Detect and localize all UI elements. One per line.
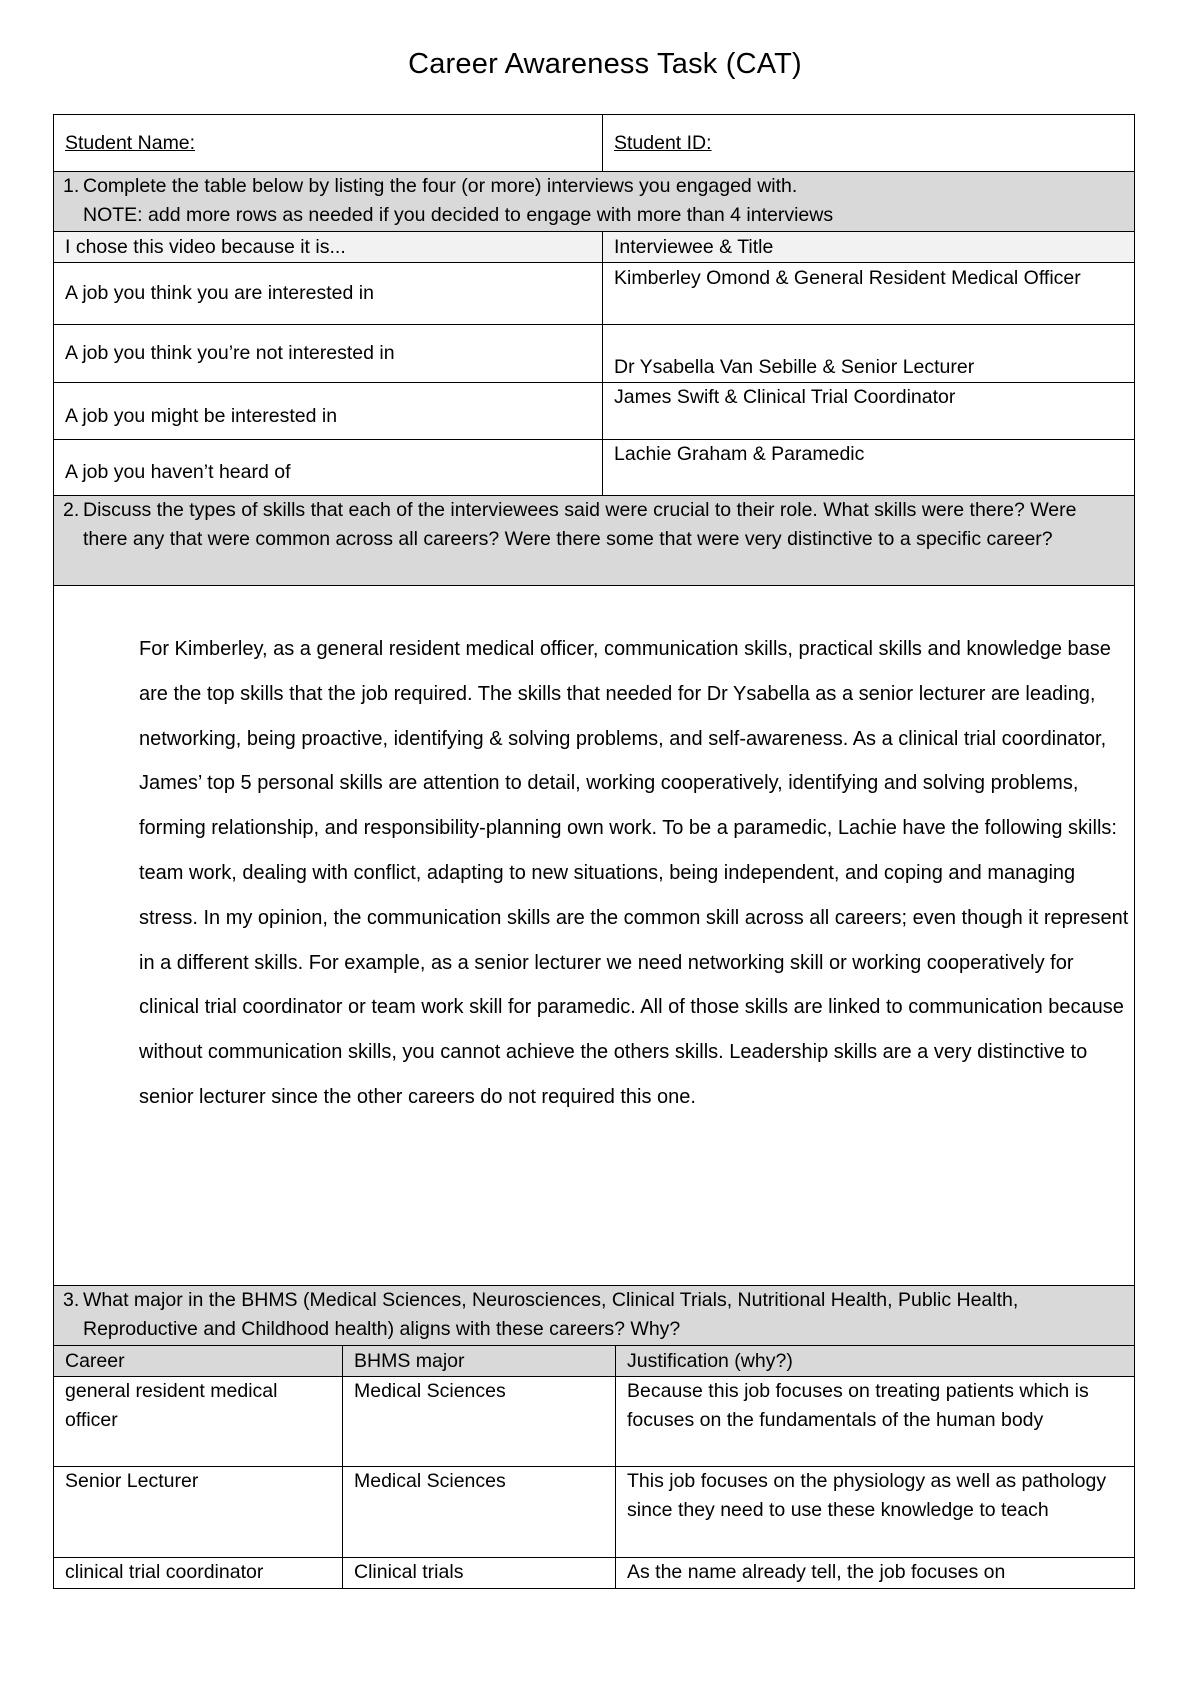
question-1-text-line1: Complete the table below by listing the four (or more) interviews you engaged with. [83, 175, 798, 197]
student-id-cell[interactable] [602, 114, 1135, 172]
q3-row-2-career-text: Senior Lecturer [65, 1470, 199, 1492]
q3-col-major-label: BHMS major [354, 1349, 465, 1372]
q3-row-3-major[interactable] [342, 1557, 616, 1589]
q3-row-2-justification-text: This job focuses on the physiology as well as pathology since they need to use these knowledge to teach [627, 1470, 1107, 1521]
q3-row-3-justification-text: As the name already tell, the job focuses on [627, 1561, 1006, 1583]
question-1-header [53, 171, 1135, 232]
q1-row-3-interviewee-text: James Swift & Clinical Trial Coordinator [614, 386, 956, 408]
student-name-cell[interactable] [53, 114, 603, 172]
q1-row-1-reason [53, 262, 603, 325]
q3-row-3-career[interactable] [53, 1557, 343, 1589]
q3-row-1-justification-text: Because this job focuses on treating patients which is focuses on the fundamentals of the human body [627, 1380, 1089, 1431]
q3-row-2-career[interactable] [53, 1466, 343, 1558]
q1-col-interviewee-label: Interviewee & Title [614, 235, 774, 258]
q3-col-major-header [342, 1345, 616, 1377]
q3-row-3-career-text: clinical trial coordinator [65, 1561, 264, 1583]
question-3-text: What major in the BHMS (Medical Sciences, Neurosciences, Clinical Trials, Nutritional Health, Public Health, Reproductive and Childhood health) aligns with these careers? Why? [83, 1289, 1019, 1340]
q3-row-1-career[interactable] [53, 1376, 343, 1467]
q1-row-1-interviewee-text: Kimberley Omond & General Resident Medical Officer [614, 267, 1081, 289]
q3-row-1-career-text: general resident medical officer [65, 1380, 278, 1431]
q1-row-4-interviewee-text: Lachie Graham & Paramedic [614, 443, 865, 465]
question-3-number: 3. [63, 1289, 80, 1311]
q3-row-1-major[interactable] [342, 1376, 616, 1467]
q3-row-3-justification[interactable] [615, 1557, 1135, 1589]
q3-col-justification-header [615, 1345, 1135, 1377]
q3-col-justification-label: Justification (why?) [627, 1349, 793, 1372]
q3-col-career-header [53, 1345, 343, 1377]
question-2-answer-text: For Kimberley, as a general resident medical officer, communication skills, practical skills and knowledge base are the top skills that the job required. The skills that needed for Dr Ysabella as a senior lecturer are leading, networking, being proactive, identifying & solving problems, and self-awareness. As a clinical trial coordinator, James’ top 5 personal skills are attention to detail, working cooperatively, identifying and solving problems, forming relationship, and responsibility-planning own work. To be a paramedic, Lachie have the following skills: team work, dealing with conflict, adapting to new situations, being independent, and coping and managing stress. In my opinion, the communication skills are the common skill across all careers; even though it represent in a different skills. For example, as a senior lecturer we need networking skill or working cooperatively for clinical trial coordinator or team work skill for paramedic. All of those skills are linked to communication because without communication skills, you cannot achieve the others skills. Leadership skills are a very distinctive to senior lecturer since the other careers do not required this one. [139, 638, 1129, 1108]
q3-row-1-justification[interactable] [615, 1376, 1135, 1467]
q1-row-4-reason [53, 439, 603, 496]
q3-row-2-justification[interactable] [615, 1466, 1135, 1558]
q3-row-2-major-text: Medical Sciences [354, 1470, 506, 1492]
question-2-text: Discuss the types of skills that each of the interviewees said were crucial to their role. What skills were there? Were there any that were common across all careers? Were there some that were very distinctive to a specific career? [83, 499, 1077, 550]
q1-col-reason-header [53, 231, 603, 263]
q1-row-2-reason [53, 324, 603, 383]
question-3-header [53, 1285, 1135, 1346]
q1-row-4-interviewee[interactable] [602, 439, 1135, 496]
page-title: Career Awareness Task (CAT) [408, 48, 802, 80]
q1-row-2-interviewee-text: Dr Ysabella Van Sebille & Senior Lecturer [614, 356, 975, 378]
q1-row-1-interviewee[interactable] [602, 262, 1135, 325]
q1-row-3-interviewee[interactable] [602, 382, 1135, 440]
q1-row-2-reason-text: A job you think you’re not interested in [65, 342, 395, 364]
q1-row-2-interviewee[interactable] [602, 324, 1135, 383]
question-2-number: 2. [63, 499, 80, 521]
q3-row-2-major[interactable] [342, 1466, 616, 1558]
question-1-text-line2: NOTE: add more rows as needed if you decided to engage with more than 4 interviews [83, 204, 834, 226]
q1-row-4-reason-text: A job you haven’t heard of [65, 461, 291, 483]
q1-col-interviewee-header [602, 231, 1135, 263]
q1-row-3-reason-text: A job you might be interested in [65, 404, 338, 427]
question-2-header [53, 495, 1135, 586]
q1-row-1-reason-text: A job you think you are interested in [65, 282, 374, 304]
q1-col-reason-label: I chose this video because it is... [65, 235, 346, 258]
student-name-label: Student Name: [65, 131, 196, 154]
q1-row-3-reason [53, 382, 603, 440]
question-1-number: 1. [63, 175, 80, 197]
q3-col-career-label: Career [65, 1349, 125, 1372]
q3-row-1-major-text: Medical Sciences [354, 1380, 506, 1402]
student-id-label: Student ID: [614, 131, 712, 154]
q3-row-3-major-text: Clinical trials [354, 1561, 464, 1583]
